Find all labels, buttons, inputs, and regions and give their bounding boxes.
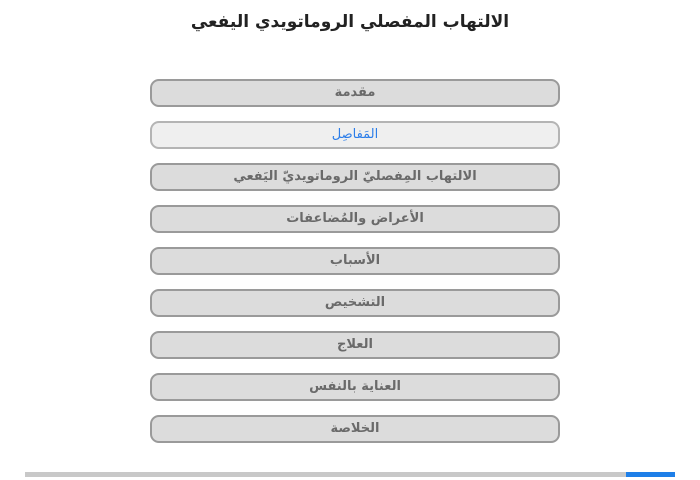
menu-item-introduction[interactable]: مقدمة: [150, 79, 560, 107]
menu-item-diagnosis[interactable]: التشخيص: [150, 289, 560, 317]
menu-item-symptoms-complications[interactable]: الأعراض والمُضاعفات: [150, 205, 560, 233]
menu-item-summary[interactable]: الخلاصة: [150, 415, 560, 443]
menu-item-causes[interactable]: الأسباب: [150, 247, 560, 275]
page-title: الالتهاب المفصلي الروماتويدي اليفعي: [190, 12, 510, 32]
progress-bar: [25, 472, 675, 477]
chapter-menu: [150, 79, 560, 457]
menu-item-juvenile-rheumatoid-arthritis[interactable]: الالتهاب المِفصليّ الروماتويديّ اليَفعي: [150, 163, 560, 191]
menu-item-treatment[interactable]: العلاج: [150, 331, 560, 359]
menu-item-joints[interactable]: المَفاصِل: [150, 121, 560, 149]
progress-bar-fill: [626, 472, 675, 477]
menu-item-self-care[interactable]: العناية بالنفس: [150, 373, 560, 401]
